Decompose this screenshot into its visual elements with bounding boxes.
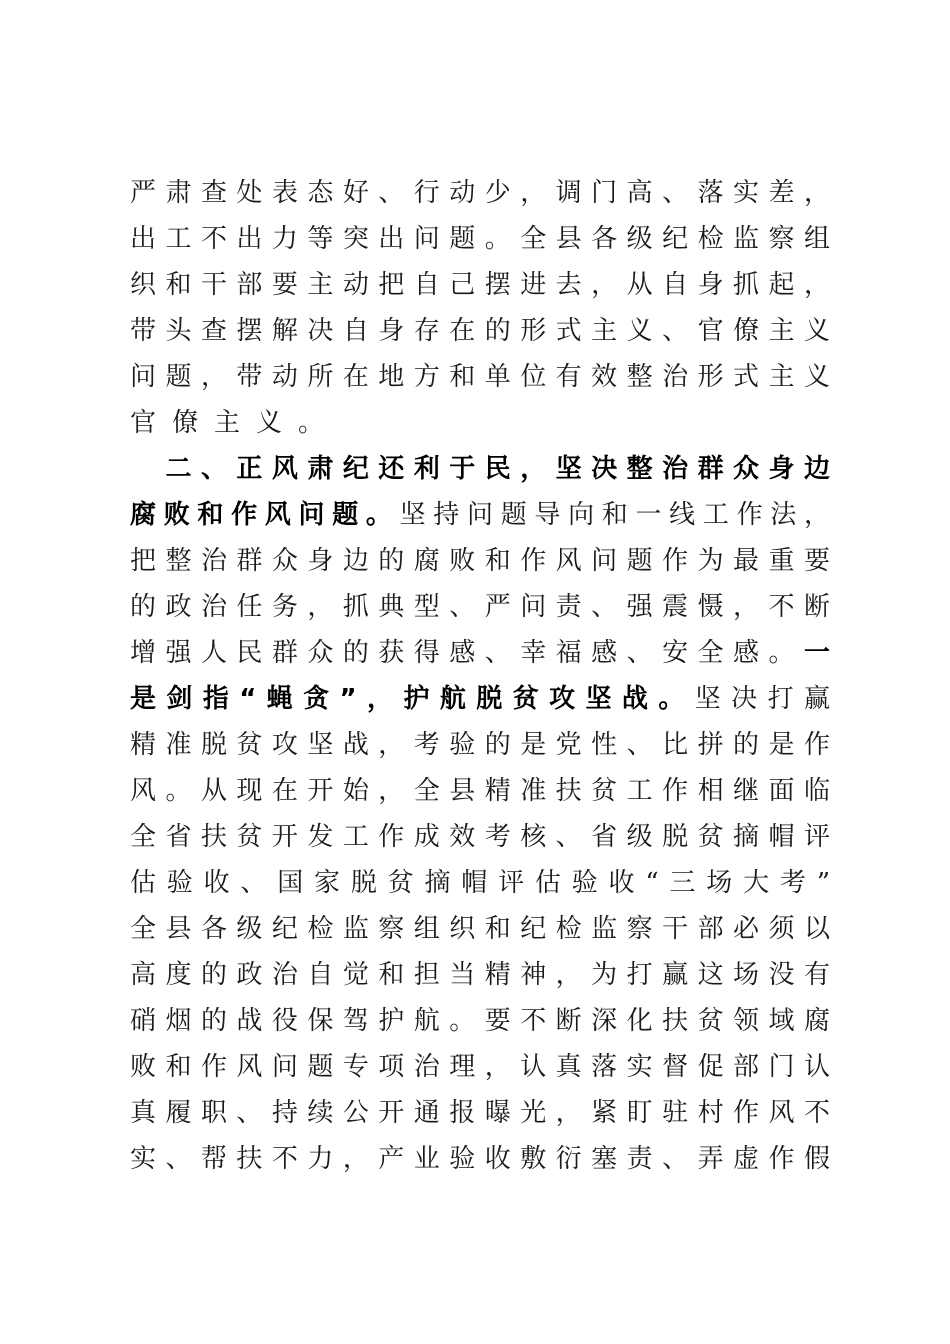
text-segment: 硝烟的战役保驾护航。要不断深化扶贫领域腐 bbox=[130, 1006, 830, 1036]
text-segment: 全县各级纪检监察组织和纪检监察干部必须以 bbox=[130, 914, 830, 944]
text-line bbox=[130, 906, 830, 952]
text-segment: 高度的政治自觉和担当精神，为打赢这场没有 bbox=[130, 960, 830, 990]
bold-text-segment: 是剑指“蝇贪”，护航脱贫攻坚战。 bbox=[130, 684, 695, 714]
text-segment: 把整治群众身边的腐败和作风问题作为最重要 bbox=[130, 546, 830, 576]
bold-text-segment: 二、正风肃纪还利于民，坚决整治群众身边 bbox=[130, 454, 830, 484]
text-segment: 精准脱贫攻坚战，考验的是党性、比拼的是作 bbox=[130, 730, 830, 760]
text-segment: 风。从现在开始，全县精准扶贫工作相继面临 bbox=[130, 776, 830, 806]
text-line bbox=[130, 354, 830, 400]
text-segment: 全省扶贫开发工作成效考核、省级脱贫摘帽评 bbox=[130, 822, 830, 852]
text-segment: 真履职、持续公开通报曝光，紧盯驻村作风不 bbox=[130, 1098, 830, 1128]
text-line bbox=[130, 308, 830, 354]
text-line bbox=[130, 400, 830, 446]
text-segment: 问题，带动所在地方和单位有效整治形式主义 bbox=[130, 362, 830, 392]
text-line bbox=[130, 814, 830, 860]
text-line bbox=[130, 170, 830, 216]
text-segment: 实、帮扶不力，产业验收敷衍塞责、弄虚作假 bbox=[130, 1144, 830, 1174]
text-line bbox=[130, 216, 830, 262]
text-line bbox=[130, 492, 830, 538]
text-segment: 官僚主义。 bbox=[130, 408, 341, 438]
text-line bbox=[130, 952, 830, 998]
text-line bbox=[130, 998, 830, 1044]
text-line bbox=[130, 768, 830, 814]
text-segment: 带头查摆解决自身存在的形式主义、官僚主义 bbox=[130, 316, 830, 346]
text-line bbox=[130, 722, 830, 768]
text-segment: 严肃查处表态好、行动少，调门高、落实差， bbox=[130, 178, 830, 208]
text-line bbox=[130, 262, 830, 308]
text-segment: 败和作风问题专项治理，认真落实督促部门认 bbox=[130, 1052, 830, 1082]
text-segment: 的政治任务，抓典型、严问责、强震慑，不断 bbox=[130, 592, 830, 622]
text-line bbox=[130, 1090, 830, 1136]
body-text bbox=[130, 170, 830, 1182]
text-line bbox=[130, 1044, 830, 1090]
text-segment: 坚持问题导向和一线工作法， bbox=[399, 500, 830, 530]
bold-text-segment: 腐败和作风问题。 bbox=[130, 500, 400, 530]
text-line bbox=[130, 630, 830, 676]
text-line bbox=[130, 860, 830, 906]
text-segment: 增强人民群众的获得感、幸福感、安全感。 bbox=[130, 638, 804, 668]
text-line bbox=[130, 1136, 830, 1182]
text-segment: 坚决打赢 bbox=[694, 684, 830, 714]
bold-text-segment: 一 bbox=[803, 638, 830, 668]
text-segment: 织和干部要主动把自己摆进去，从自身抓起， bbox=[130, 270, 830, 300]
text-segment: 估验收、国家脱贫摘帽评估验收“三场大考” bbox=[130, 868, 830, 898]
text-line bbox=[130, 584, 830, 630]
text-segment: 出工不出力等突出问题。全县各级纪检监察组 bbox=[130, 224, 830, 254]
text-line bbox=[130, 538, 830, 584]
text-line bbox=[130, 446, 830, 492]
text-line bbox=[130, 676, 830, 722]
